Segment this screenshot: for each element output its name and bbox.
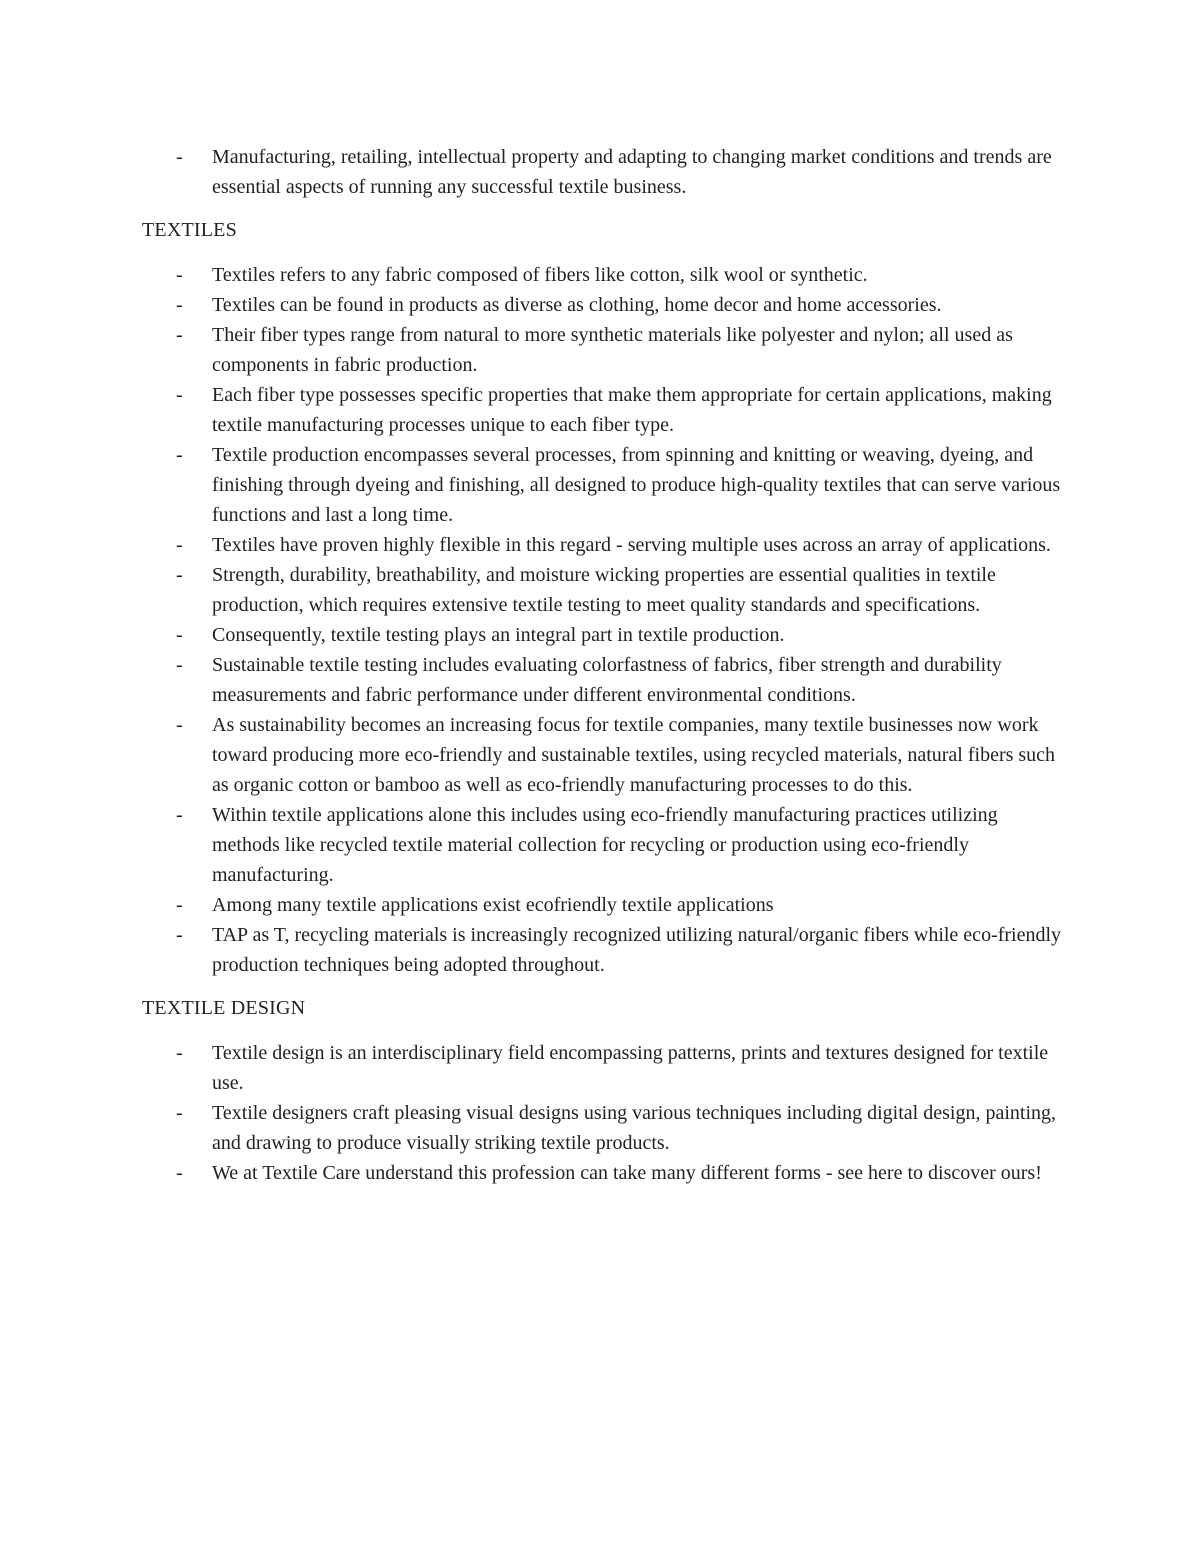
dash-bullet: - [176,384,183,406]
section-heading-textile-design: TEXTILE DESIGN [142,997,306,1019]
list-item [142,1158,1062,1188]
list-item-text: Among many textile applications exist ecofriendly textile applications [212,894,774,916]
list-item-text: Textiles refers to any fabric composed of fibers like cotton, silk wool or synthetic. [212,264,868,286]
dash-bullet: - [176,564,183,586]
list-item-text: Manufacturing, retailing, intellectual property and adapting to changing market conditions and trends are essential aspects of running any successful textile business. [212,146,1052,198]
list-item-text: Textile designers craft pleasing visual designs using various techniques including digital design, painting, and drawing to produce visually striking textile products. [212,1102,1056,1154]
dash-bullet: - [176,146,183,168]
list-item [142,380,1062,440]
dash-bullet: - [176,324,183,346]
dash-bullet: - [176,1042,183,1064]
list-item-text: We at Textile Care understand this profession can take many different forms - see here to discover ours! [212,1162,1042,1184]
dash-bullet: - [176,804,183,826]
dash-bullet: - [176,1102,183,1124]
dash-bullet: - [176,714,183,736]
dash-bullet: - [176,894,183,916]
list-item-text: Consequently, textile testing plays an integral part in textile production. [212,624,785,646]
list-item-text: As sustainability becomes an increasing focus for textile companies, many textile businesses now work toward producing more eco-friendly and sustainable textiles, using recycled materials, natural fibers such as organic cotton or bamboo as well as eco-friendly manufacturing processes to do this. [212,714,1056,796]
list-item [142,890,1062,920]
list-item [142,710,1062,800]
dash-bullet: - [176,624,183,646]
list-item [142,1038,1062,1098]
dash-bullet: - [176,444,183,466]
list-item-text: Sustainable textile testing includes evaluating colorfastness of fabrics, fiber strength and durability measurements and fabric performance under different environmental conditions. [212,654,1002,706]
list-item [142,260,1062,290]
dash-bullet: - [176,294,183,316]
list-item [142,142,1062,202]
dash-bullet: - [176,264,183,286]
list-item-text: Textiles can be found in products as diverse as clothing, home decor and home accessories. [212,294,942,316]
list-item-text: Textile design is an interdisciplinary field encompassing patterns, prints and textures designed for textile use. [212,1042,1049,1094]
list-item [142,440,1062,530]
list-item [142,650,1062,710]
textile-design-list [142,1038,1062,1188]
list-item-text: Within textile applications alone this includes using eco-friendly manufacturing practices utilizing methods like recycled textile material collection for recycling or production using eco-friendly manufacturing. [212,804,998,886]
list-item [142,560,1062,620]
list-item [142,320,1062,380]
list-item [142,290,1062,320]
dash-bullet: - [176,534,183,556]
list-item-text: Strength, durability, breathability, and moisture wicking properties are essential qualities in textile production, which requires extensive textile testing to meet quality standards and specifications. [212,564,996,616]
list-item-text: Their fiber types range from natural to more synthetic materials like polyester and nylon; all used as components in fabric production. [212,324,1013,376]
dash-bullet: - [176,1162,183,1184]
section-heading-textiles: TEXTILES [142,219,237,241]
list-item [142,920,1062,980]
list-item-text: Each fiber type possesses specific properties that make them appropriate for certain applications, making textile manufacturing processes unique to each fiber type. [212,384,1052,436]
dash-bullet: - [176,924,183,946]
list-item-text: Textiles have proven highly flexible in this regard - serving multiple uses across an array of applications. [212,534,1051,556]
list-item-text: TAP as T, recycling materials is increasingly recognized utilizing natural/organic fibers while eco-friendly production techniques being adopted throughout. [212,924,1062,976]
list-item [142,620,1062,650]
document-page [142,142,1062,1188]
textiles-list [142,260,1062,980]
list-item [142,800,1062,890]
list-item [142,1098,1062,1158]
list-item-text: Textile production encompasses several processes, from spinning and knitting or weaving, dyeing, and finishing through dyeing and finishing, all designed to produce high-quality textiles that can serve various functions and last a long time. [212,444,1061,526]
dash-bullet: - [176,654,183,676]
intro-list [142,142,1062,202]
list-item [142,530,1062,560]
